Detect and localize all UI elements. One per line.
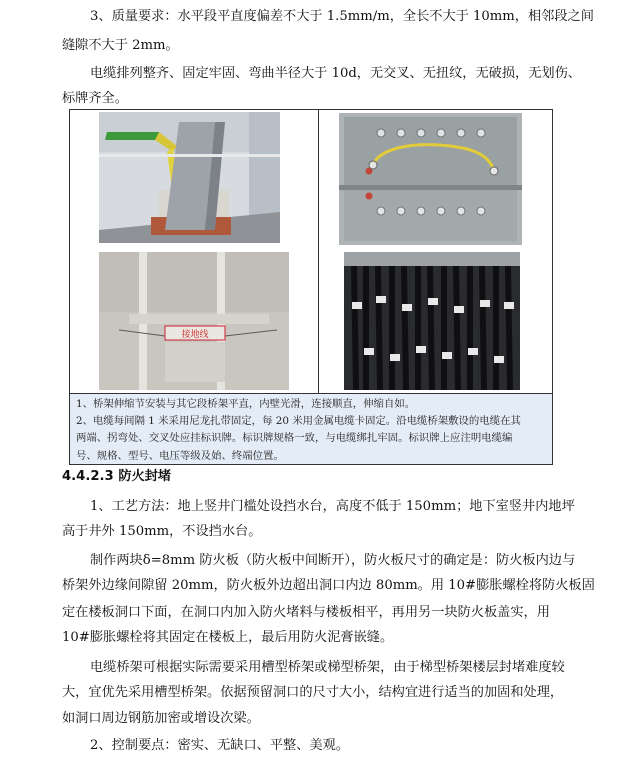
- table-divider-vertical: [318, 110, 319, 393]
- method-line1: 1、工艺方法：地上竖井门槛处设挡水台，高度不低于 150mm；地下室竖井内地坪: [90, 499, 575, 514]
- tray-type-line3: 如洞口周边钢筋加密或增设次梁。: [62, 711, 260, 726]
- method-line2: 高于井外 150mm，不设挡水台。: [62, 524, 262, 539]
- section-heading: 4.4.2.3 防火封堵: [62, 469, 172, 484]
- cable-tie-marker-photo: [344, 252, 520, 390]
- board-line2: 桥架外边缘间隙留 20mm，防火板外边超出洞口内边 80mm。用 10#膨胀螺栓将防火板固: [62, 578, 595, 593]
- tray-ground-jumper-photo: [339, 113, 522, 245]
- quality-requirement-line1: 3、质量要求：水平段平直度偏差不大于 1.5mm/m，全长不大于 10mm，相邻段之间: [90, 9, 594, 24]
- caption-line4: 号、规格、型号、电压等级及始、终端位置。: [76, 449, 284, 462]
- board-line3: 定在楼板洞口下面，在洞口内加入防火堵料与楼板相平，再用另一块防火板盖实，用: [62, 605, 550, 620]
- label-plate-text: 接地线: [181, 330, 209, 340]
- photo-table: [69, 109, 553, 465]
- caption-line1: 1、桥架伸缩节安装与其它段桥架平直，内壁光滑，连接顺直，伸缩自如。: [76, 398, 416, 410]
- caption-line2: 2、电缆每间隔 1 米采用尼龙扎带固定，每 20 米用金属电缆卡固定。沿电缆桥架敷设的电缆在其: [76, 415, 521, 428]
- tray-expansion-joint-label-photo: [99, 252, 289, 390]
- tray-type-line2: 大，宜优先采用槽型桥架。依据预留洞口的尺寸大小，结构宜进行适当的加固和处理，: [62, 685, 564, 700]
- board-line4: 10#膨胀螺栓将其固定在楼板上，最后用防火泥膏嵌缝。: [62, 630, 394, 645]
- floor-penetration-tray-photo: [99, 112, 280, 243]
- photo-caption: [70, 394, 552, 464]
- cable-requirement-line2: 标牌齐全。: [62, 91, 128, 106]
- cable-requirement-line1: 电缆排列整齐、固定牢固、弯曲半径大于 10d，无交叉、无扭纹，无破损，无划伤、: [90, 66, 581, 81]
- board-line1: 制作两块δ=8mm 防火板（防火板中间断开），防火板尺寸的确定是：防火板内边与: [90, 553, 576, 568]
- tray-type-line1: 电缆桥架可根据实际需要采用槽型桥架或梯型桥架，由于梯型桥架楼层封堵难度较: [90, 660, 565, 675]
- quality-requirement-line2: 缝隙不大于 2mm。: [62, 38, 179, 53]
- control-points-line: 2、控制要点：密实、无缺口、平整、美观。: [90, 738, 349, 753]
- caption-line3: 两端、拐弯处、交叉处应挂标识牌。标识牌规格一致，与电缆绑扎牢固。标识牌上应注明电缆编: [76, 432, 513, 445]
